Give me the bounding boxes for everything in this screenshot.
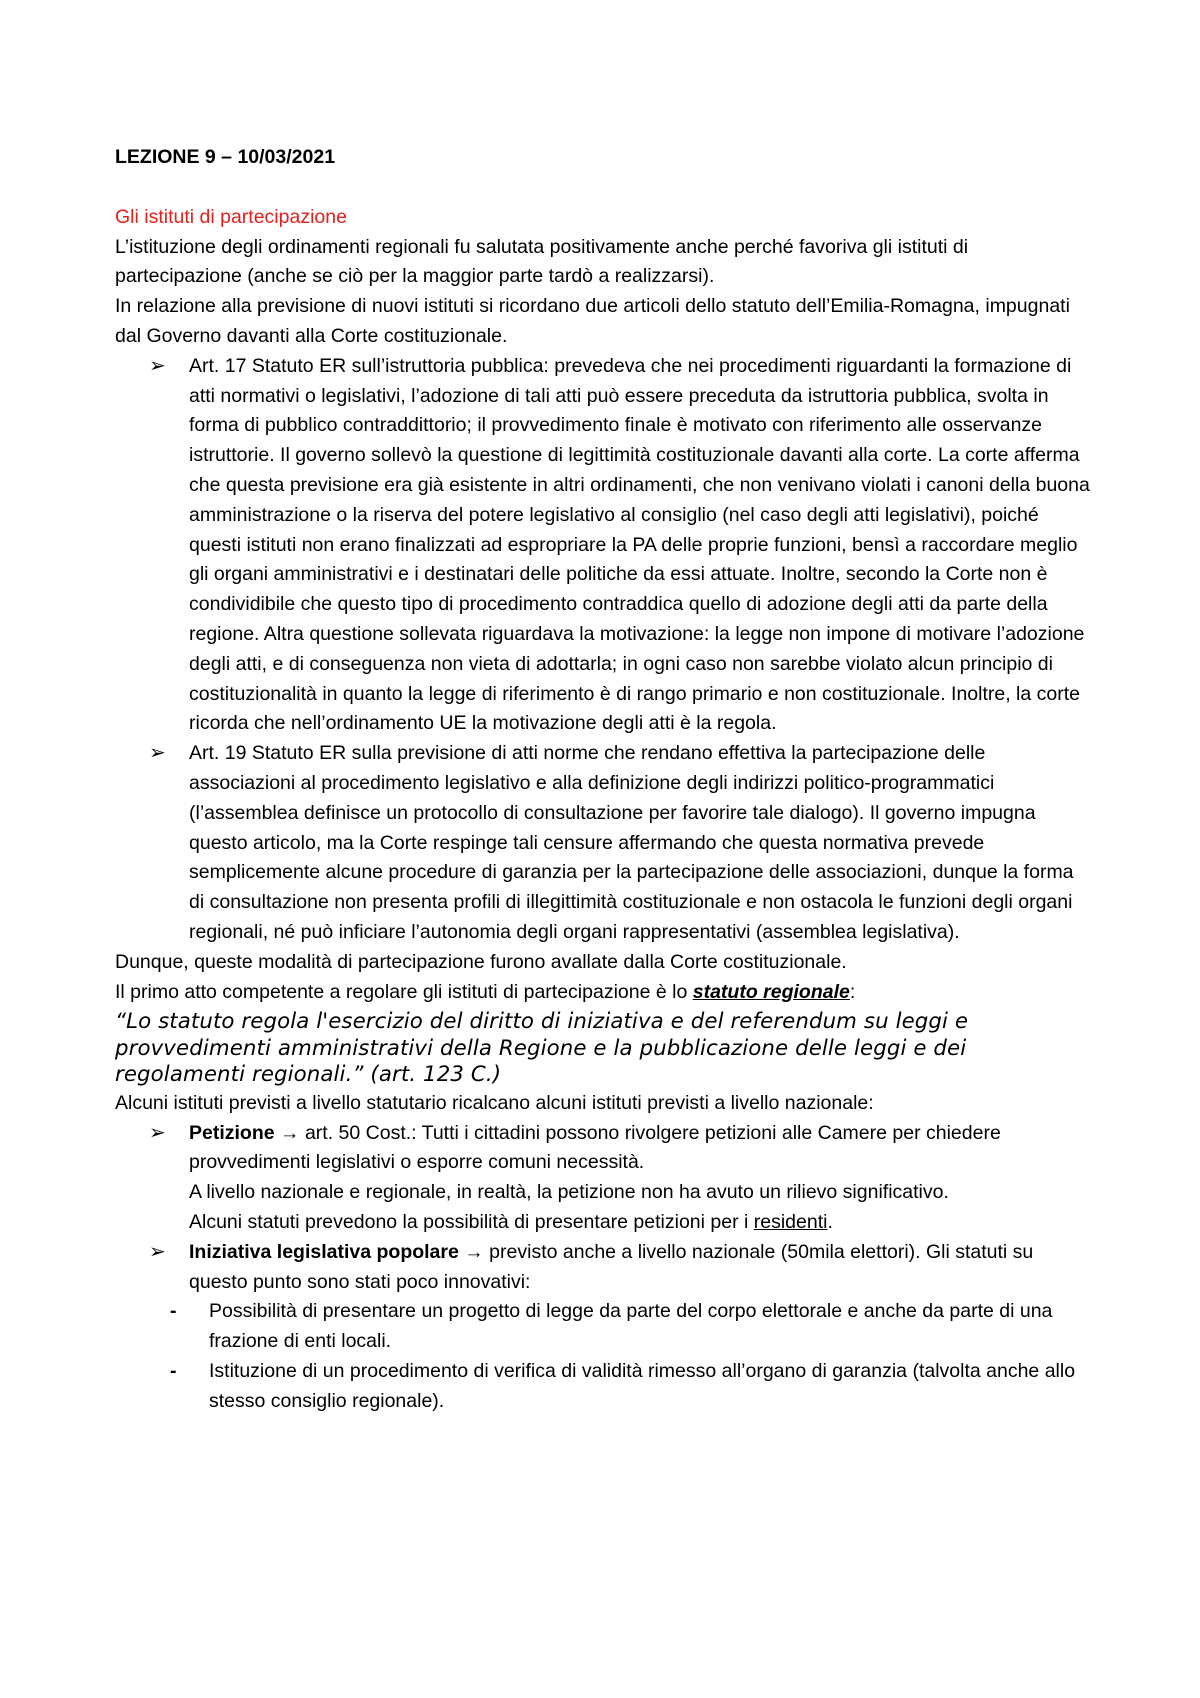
sublist-item-text: Possibilità di presentare un progetto di legge da parte del corpo elettorale e anche da parte di una frazione di enti locali. bbox=[209, 1300, 1053, 1353]
petizione-line-3-suffix: . bbox=[827, 1211, 833, 1233]
national-intro-paragraph: Alcuni istituti previsti a livello statutario ricalcano alcuni istituti previsti a livello nazionale: bbox=[115, 1091, 874, 1114]
dash-bullet-icon: - bbox=[170, 1300, 177, 1323]
constitution-quote: “Lo statuto regola l'esercizio del diritto di iniziativa e del referendum su leggi e provvedimenti amministrativi della Regione e la pubblicazione delle leggi e dei regolamenti regionali.” (art. 123 C.) bbox=[115, 1009, 969, 1088]
first-act-paragraph bbox=[115, 978, 1090, 1008]
petizione-text: art. 50 Cost.: Tutti i cittadini possono rivolgere petizioni alle Camere per chiedere provvedimenti legislativi o esporre comuni necessità. bbox=[189, 1121, 1001, 1174]
arrow-bullet-icon: ➢ bbox=[149, 742, 166, 765]
statuto-regionale-link: statuto regionale bbox=[692, 980, 850, 1003]
articles-list bbox=[115, 352, 1090, 948]
iniziativa-label: Iniziativa legislativa popolare bbox=[189, 1240, 459, 1263]
petizione-label: Petizione bbox=[189, 1121, 275, 1144]
first-act-prefix: Il primo atto competente a regolare gli istituti di partecipazione è lo bbox=[115, 980, 693, 1003]
sublist-item bbox=[115, 1357, 1090, 1417]
intro-paragraph-2: In relazione alla previsione di nuovi istituti si ricordano due articoli dello statuto dell’Emilia-Romagna, impugnati dal Governo davanti alla Corte costituzionale. bbox=[115, 295, 1070, 347]
right-arrow-icon: → bbox=[464, 1240, 484, 1263]
list-item-iniziativa bbox=[115, 1238, 1090, 1298]
petizione-line-2: A livello nazionale e regionale, in realtà, la petizione non ha avuto un rilievo significativo. bbox=[189, 1181, 949, 1204]
list-item-petizione bbox=[115, 1119, 1090, 1238]
first-act-suffix: : bbox=[849, 980, 856, 1003]
right-arrow-icon: → bbox=[280, 1121, 300, 1144]
arrow-bullet-icon: ➢ bbox=[149, 354, 166, 377]
art-17-text: Art. 17 Statuto ER sull’istruttoria pubblica: prevedeva che nei procedimenti riguardanti la formazione di atti normativi o legislativi, l’adozione di tali atti può essere preceduta da istruttoria pubblica, svolta in forma di pubblico contraddittorio; il provvedimento finale è motivato con riferimento alle osservanze istruttorie. Il governo sollevò la questione di legittimità costituzionale davanti alla corte. La corte afferma che questa previsione era già esistente in altri ordinamenti, che non venivano violati i canoni della buona amministrazione o la riserva del potere legislativo al consiglio (nel caso degli atti legislativi), poiché questi istituti non erano finalizzati ad espropriare la PA delle proprie funzioni, bensì a raccordare meglio gli organi amministrativi e i destinatari delle politiche da essi attuate. Inoltre, secondo la Corte non è condividibile che questo tipo di procedimento contraddica quello di adozione degli atti da parte della regione. Altra questione sollevata riguardava la motivazione: la legge non impone di motivare l’adozione degli atti, e di conseguenza non vieta di adottarla; in ogni caso non sarebbe violato alcun principio di costituzionalità in quanto la legge di riferimento è di rango primario e non costituzionale. Inoltre, la corte ricorda che nell’ordinamento UE la motivazione degli atti è la regola. bbox=[189, 354, 1090, 735]
dash-bullet-icon: - bbox=[170, 1359, 177, 1382]
sublist-item bbox=[115, 1297, 1090, 1357]
conclusion-paragraph: Dunque, queste modalità di partecipazione furono avallate dalla Corte costituzionale. bbox=[115, 950, 847, 973]
arrow-bullet-icon: ➢ bbox=[149, 1240, 166, 1263]
list-item-art-17 bbox=[115, 352, 1090, 739]
list-item-art-19 bbox=[115, 739, 1090, 948]
art-19-text: Art. 19 Statuto ER sulla previsione di atti norme che rendano effettiva la partecipazione delle associazioni al procedimento legislativo e alla definizione degli indirizzi politico-programmatici (l’assemblea definisce un protocollo di consultazione per favorire tale dialogo). Il governo impugna questo articolo, ma la Corte respinge tali censure affermando che questa normativa prevede semplicemente alcune procedure di garanzia per la partecipazione delle associazioni, dunque la forma di consultazione non presenta profili di illegittimità costituzionale e non ostacola le funzioni degli organi regionali, né può inficiare l’autonomia degli organi rappresentativi (assemblea legislativa). bbox=[189, 742, 1074, 943]
petizione-line-3 bbox=[189, 1208, 1090, 1238]
document-body bbox=[115, 143, 1090, 1417]
lesson-title: LEZIONE 9 – 10/03/2021 bbox=[115, 146, 336, 168]
intro-paragraph-1: L’istituzione degli ordinamenti regionali fu salutata positivamente anche perché favoriva gli istituti di partecipazione (anche se ciò per la maggior parte tardò a realizzarsi). bbox=[115, 235, 969, 288]
residenti-link: residenti bbox=[753, 1211, 828, 1233]
section-title: Gli istituti di partecipazione bbox=[115, 205, 347, 228]
institutes-list bbox=[115, 1119, 1090, 1298]
iniziativa-text: previsto anche a livello nazionale (50mila elettori). Gli statuti su questo punto sono stati poco innovativi: bbox=[189, 1240, 1034, 1293]
arrow-bullet-icon: ➢ bbox=[149, 1121, 166, 1144]
petizione-line-3-prefix: Alcuni statuti prevedono la possibilità di presentare petizioni per i bbox=[189, 1211, 754, 1233]
iniziativa-sublist bbox=[115, 1297, 1090, 1416]
sublist-item-text: Istituzione di un procedimento di verifica di validità rimesso all’organo di garanzia (talvolta anche allo stesso consiglio regionale). bbox=[209, 1359, 1076, 1412]
